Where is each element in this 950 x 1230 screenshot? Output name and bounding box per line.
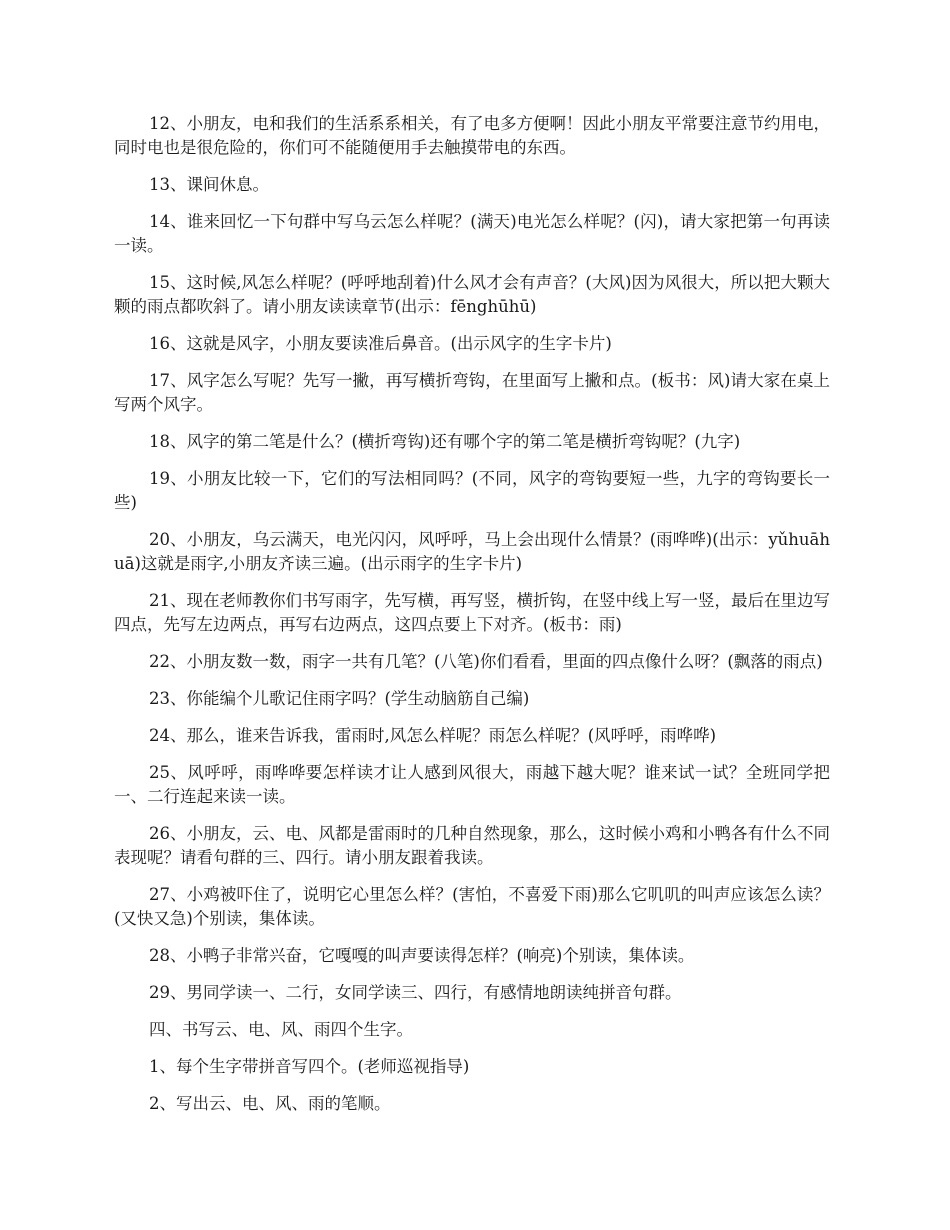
paragraph-22: 22、小朋友数一数，雨字一共有几笔？(八笔)你们看看，里面的四点像什么呀？(飘落的雨点) [149,652,823,671]
section-heading-4: 四、书写云、电、风、雨四个生字。 [149,1020,413,1039]
paragraph-29: 29、男同学读一、二行，女同学读三、四行，有感情地朗读纯拼音句群。 [149,983,682,1002]
paragraph-26: 26、小朋友，云、电、风都是雷雨时的几种自然现象，那么，这时候小鸡和小鸭各有什么不同表现呢？请看句群的三、四行。请小朋友跟着我读。 [114,824,830,867]
paragraph-23: 23、你能编个儿歌记住雨字吗？(学生动脑筋自己编) [149,689,530,708]
task-item-1: 1、每个生字带拼音写四个。(老师巡视指导) [149,1057,470,1076]
paragraph-17: 17、风字怎么写呢？先写一撇，再写横折弯钩，在里面写上撇和点。(板书：风)请大家在桌上写两个风字。 [114,371,830,414]
paragraph-21: 21、现在老师教你们书写雨字，先写横，再写竖，横折钩，在竖中线上写一竖，最后在里边写四点，先写左边两点，再写右边两点，这四点要上下对齐。(板书：雨) [114,591,830,634]
paragraph-14: 14、谁来回忆一下句群中写乌云怎么样呢？(满天)电光怎么样呢？(闪)，请大家把第一句再读一读。 [114,212,830,255]
paragraph-13: 13、课间休息。 [149,175,269,194]
paragraph-15: 15、这时候,风怎么样呢？(呼呼地刮着)什么风才会有声音？(大风)因为风很大，所以把大颗大颗的雨点都吹斜了。请小朋友读读章节(出示：fēnghūhū) [114,273,830,316]
paragraph-20: 20、小朋友，乌云满天，电光闪闪，风呼呼，马上会出现什么情景？(雨哗哗)(出示：yǔhuāhuā)这就是雨字,小朋友齐读三遍。(出示雨字的生字卡片) [114,530,830,573]
paragraph-25: 25、风呼呼，雨哗哗要怎样读才让人感到风很大，雨越下越大呢？谁来试一试？全班同学把一、二行连起来读一读。 [114,763,830,806]
paragraph-24: 24、那么，谁来告诉我，雷雨时,风怎么样呢？雨怎么样呢？(风呼呼，雨哗哗) [149,726,717,745]
task-item-2: 2、写出云、电、风、雨的笔顺。 [149,1094,391,1113]
paragraph-18: 18、风字的第二笔是什么？(横折弯钩)还有哪个字的第二笔是横折弯钩呢？(九字) [149,432,741,451]
paragraph-27: 27、小鸡被吓住了，说明它心里怎么样？(害怕，不喜爱下雨)那么它叽叽的叫声应该怎么读？(又快又急)个别读，集体读。 [114,885,830,928]
paragraph-19: 19、小朋友比较一下，它们的写法相同吗？(不同，风字的弯钩要短一些，九字的弯钩要长一些) [114,469,830,512]
document-body [114,112,830,1129]
paragraph-16: 16、这就是风字，小朋友要读准后鼻音。(出示风字的生字卡片) [149,334,612,353]
paragraph-28: 28、小鸭子非常兴奋，它嘎嘎的叫声要读得怎样？(响亮)个别读，集体读。 [149,946,695,965]
paragraph-12: 12、小朋友，电和我们的生活系系相关，有了电多方便啊！因此小朋友平常要注意节约用电，同时电也是很危险的，你们可不能随便用手去触摸带电的东西。 [114,114,830,157]
